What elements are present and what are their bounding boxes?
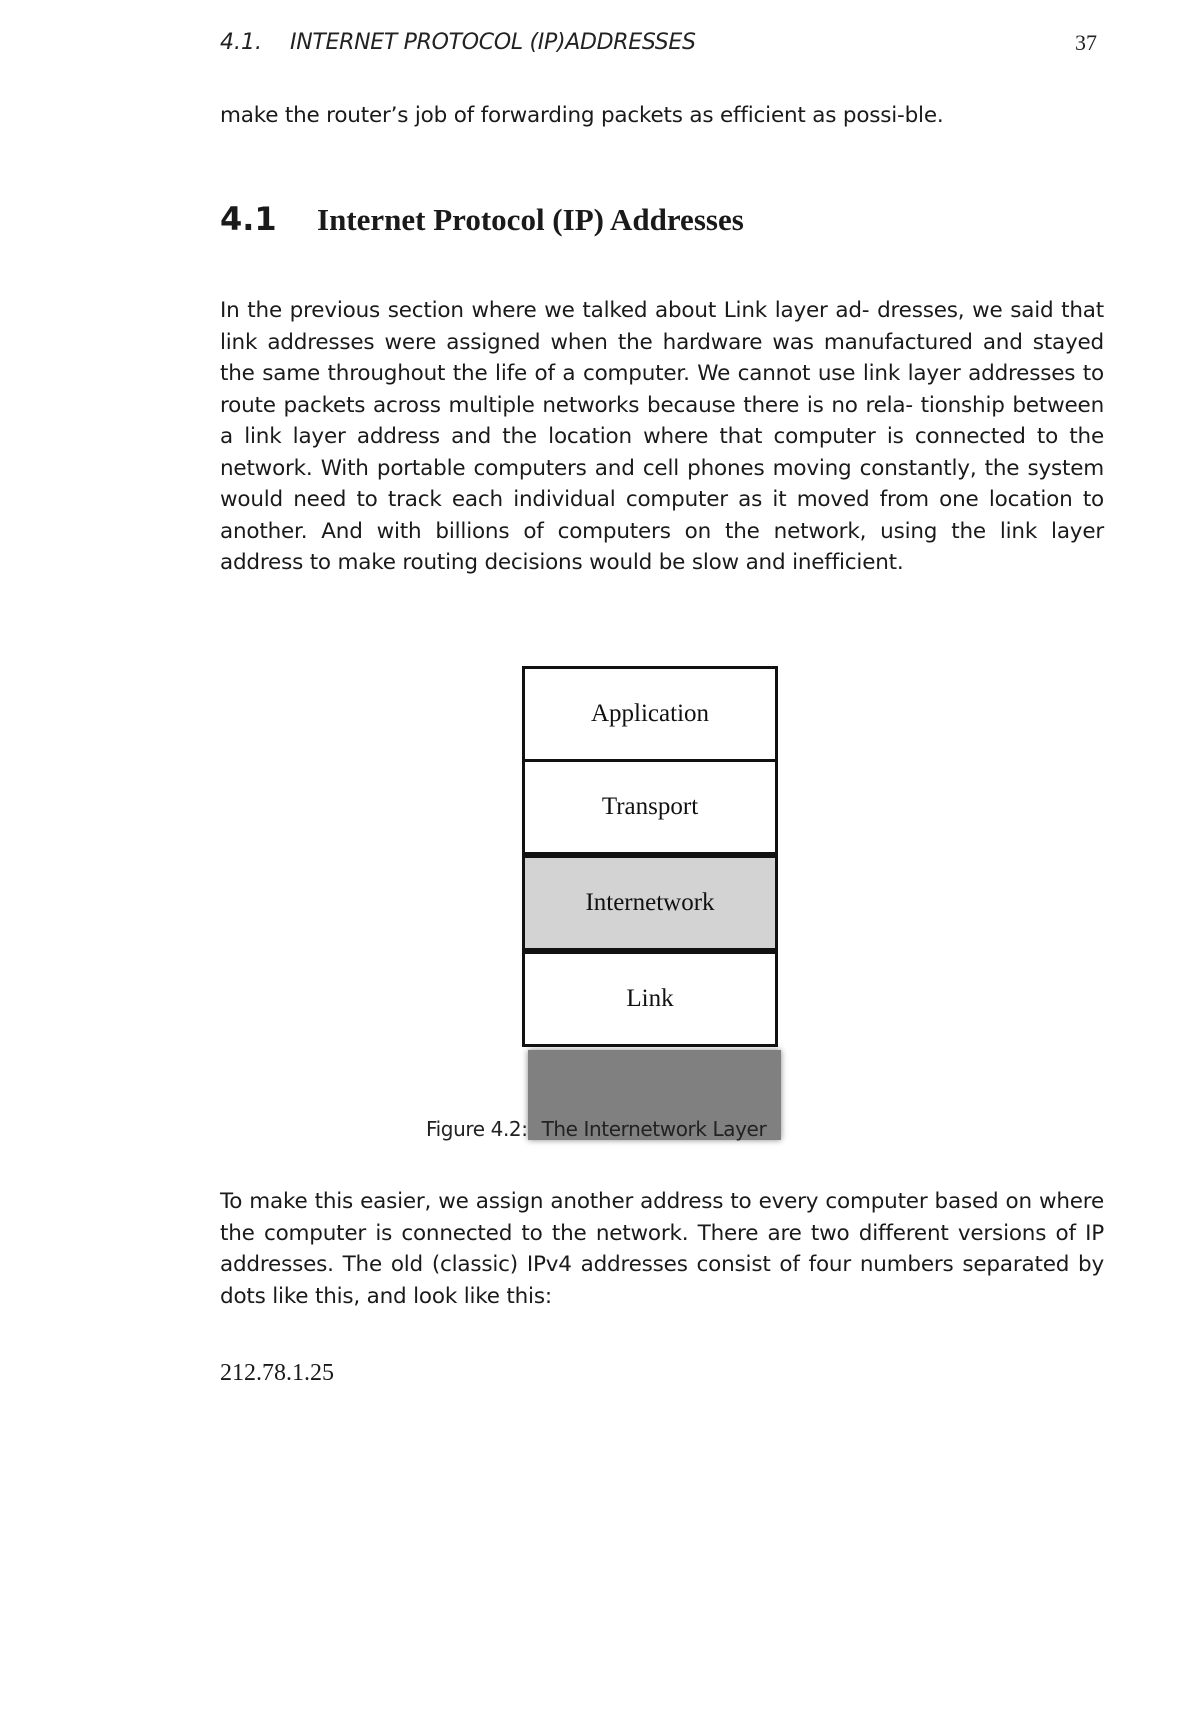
header-section-title: INTERNET PROTOCOL (IP)ADDRESSES <box>290 30 696 55</box>
layer-application: Application <box>522 666 778 762</box>
figure-caption <box>426 1117 846 1141</box>
figure-caption-label: Figure 4.2: <box>426 1117 528 1141</box>
paragraph-ip-addresses: To make this easier, we assign another address to every computer based on where the computer is connected to the network. There are two different versions of IP addresses. The old (classic) IPv4 addresses consist of four numbers separated by dots like this, and look like this: <box>220 1189 1104 1309</box>
header-section-number: 4.1. <box>220 30 262 55</box>
layer-link: Link <box>522 951 778 1047</box>
section-title: Internet Protocol (IP) Addresses <box>317 202 744 237</box>
running-header <box>220 30 1097 62</box>
layer-internetwork: Internetwork <box>522 855 778 951</box>
ip-address-example: 212.78.1.25 <box>220 1360 334 1386</box>
section-number: 4.1 <box>220 200 277 238</box>
paragraph-link-addresses: In the previous section where we talked about Link layer ad- dresses, we said that link addresses were assigned when the hardware was manufactured and stayed the same throughout the life of a computer. We cannot use link layer addresses to route packets across multiple networks because there is no rela- tionship between a link layer address and the location where that computer is connected to the network. With portable computers and cell phones moving constantly, the system would need to track each individual computer as it moved from one location to another. And with billions of computers on the network, using the link layer address to make routing decisions would be slow and inefficient. <box>220 298 1104 575</box>
figure-caption-text: The Internetwork Layer <box>541 1117 767 1141</box>
section-heading <box>220 200 1104 244</box>
page-number: 37 <box>1075 30 1097 55</box>
intro-line: make the router’s job of forwarding packets as efficient as possi-ble. <box>220 103 944 128</box>
layer-transport: Transport <box>522 759 778 855</box>
